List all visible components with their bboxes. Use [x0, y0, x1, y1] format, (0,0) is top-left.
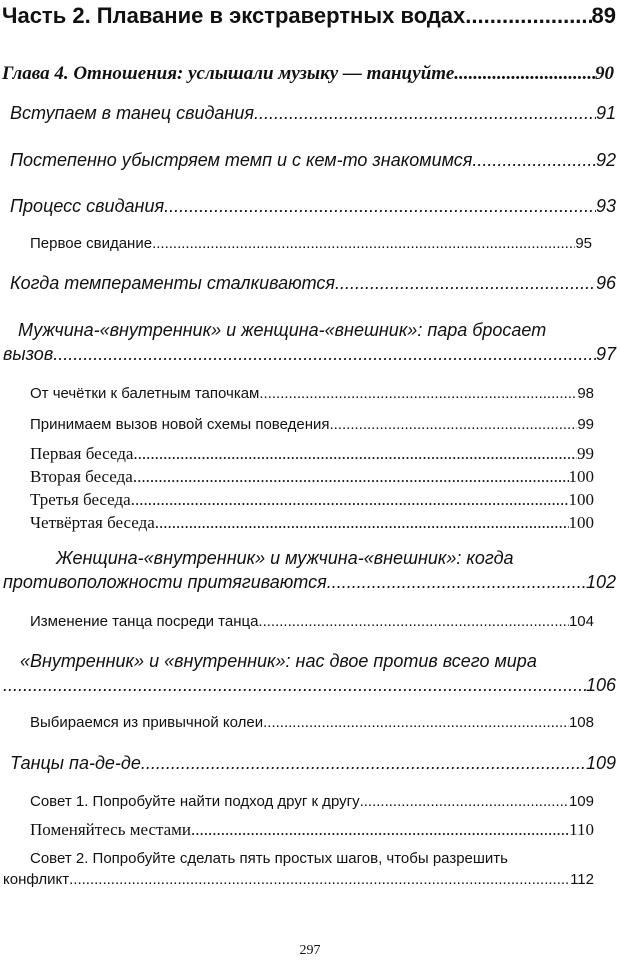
toc-subsection	[30, 613, 594, 631]
dot-leader	[191, 820, 569, 840]
toc-entry-page: 91	[595, 103, 616, 123]
dot-leader	[472, 150, 596, 172]
dot-leader	[131, 490, 569, 510]
toc-entry-page: 100	[568, 513, 594, 532]
toc-entry-title: Поменяйтесь местами	[30, 820, 192, 839]
toc-entry-page: 110	[569, 820, 594, 839]
toc-subsubsection	[30, 444, 594, 464]
dot-leader	[155, 513, 569, 533]
toc-entry-title: Принимаем вызов новой схемы поведения	[30, 416, 330, 433]
toc-section	[10, 103, 616, 125]
dot-leader	[258, 613, 569, 631]
toc-entry-title: Изменение танца посреди танца	[30, 613, 259, 630]
dot-leader	[152, 235, 575, 253]
toc-entry-page: 109	[585, 753, 616, 773]
toc-entry-page: 99	[577, 416, 594, 433]
dot-leader	[141, 753, 586, 775]
dot-leader	[53, 344, 596, 366]
dot-leader	[164, 196, 596, 218]
toc-entry-page: 100	[568, 490, 594, 509]
toc-section	[10, 753, 616, 775]
dot-leader	[465, 3, 591, 29]
toc-entry-title: Четвёртая беседа	[30, 513, 155, 532]
toc-subsection-line2	[3, 871, 594, 889]
toc-section-line1	[18, 320, 614, 342]
toc-section	[10, 150, 616, 172]
toc-entry-title: Совет 2. Попробуйте сделать пять простых шагов, чтобы разрешить	[30, 850, 508, 867]
toc-section-line2	[3, 344, 616, 366]
toc-subsubsection	[30, 490, 594, 510]
toc-subsection-line1	[30, 850, 618, 868]
toc-section-line2	[3, 572, 616, 594]
dot-leader	[335, 273, 596, 295]
toc-part-heading	[2, 3, 616, 29]
dot-leader	[360, 793, 569, 811]
toc-section-line2	[3, 675, 616, 697]
page-number: 297	[299, 943, 321, 958]
toc-entry-title: От чечётки к балетным тапочкам	[30, 385, 260, 402]
dot-leader	[3, 675, 586, 697]
toc-entry-page: 93	[595, 196, 616, 216]
dot-leader	[327, 572, 586, 594]
toc-entry-title-continued: вызов	[3, 344, 54, 364]
dot-leader	[133, 467, 569, 487]
toc-section-line1	[56, 548, 614, 570]
toc-entry-title: Женщина-«внутренник» и мужчина-«внешник»: когда	[56, 548, 514, 568]
dot-leader	[263, 714, 569, 732]
toc-subsection	[30, 793, 594, 811]
toc-entry-page: 100	[568, 467, 594, 486]
toc-section	[10, 196, 616, 218]
toc-chapter-heading	[2, 63, 614, 86]
toc-entry-title: Постепенно убыстряем темп и с кем-то знакомимся	[10, 150, 473, 170]
toc-section	[10, 273, 616, 295]
toc-entry-title: Первое свидание	[30, 235, 153, 252]
toc-entry-page: 102	[585, 572, 616, 592]
dot-leader	[454, 63, 595, 86]
toc-subsection	[30, 416, 594, 434]
toc-section-line1	[20, 651, 614, 673]
toc-subsubsection	[30, 467, 594, 487]
dot-leader	[133, 444, 577, 464]
toc-entry-title: Процесс свидания	[10, 196, 165, 216]
toc-entry-title: Танцы па-де-де	[10, 753, 141, 773]
toc-entry-title: Третья беседа	[30, 490, 131, 509]
toc-subsection	[30, 235, 592, 253]
toc-subsubsection	[30, 820, 594, 840]
toc-entry-page: 104	[568, 613, 594, 630]
dot-leader	[254, 103, 596, 125]
dot-leader	[69, 871, 570, 889]
toc-entry-title: Мужчина-«внутренник» и женщина-«внешник»: пара бросает	[18, 320, 547, 340]
toc-part-title: Часть 2. Плавание в экстравертных водах	[2, 3, 466, 28]
toc-entry-title: Выбираемся из привычной колеи	[30, 714, 264, 731]
toc-entry-page: 96	[595, 273, 616, 293]
toc-entry-page: 99	[577, 444, 594, 463]
toc-chapter-title: Глава 4. Отношения: услышали музыку — танцуйте	[2, 63, 455, 84]
toc-subsection	[30, 385, 594, 403]
toc-entry-page: 98	[577, 385, 594, 402]
toc-entry-title: Вступаем в танец свидания	[10, 103, 254, 123]
toc-entry-page: 112	[570, 871, 594, 888]
toc-entry-title: Совет 1. Попробуйте найти подход друг к другу	[30, 793, 360, 810]
toc-entry-page: 97	[595, 344, 616, 364]
toc-entry-title-continued: конфликт	[3, 871, 70, 888]
toc-subsubsection	[30, 513, 594, 533]
toc-entry-title-continued: противоположности притягиваются	[3, 572, 327, 592]
toc-part-page: 89	[591, 3, 616, 28]
toc-entry-page: 109	[568, 793, 594, 810]
toc-entry-page: 106	[585, 675, 616, 695]
toc-subsection	[30, 714, 594, 732]
toc-entry-title: Первая беседа	[30, 444, 134, 463]
toc-entry-page: 92	[595, 150, 616, 170]
toc-entry-title: Вторая беседа	[30, 467, 133, 486]
toc-chapter-page: 90	[595, 63, 614, 84]
dot-leader	[330, 416, 578, 434]
toc-entry-title: «Внутренник» и «внутренник»: нас двое против всего мира	[20, 651, 537, 671]
toc-entry-title: Когда темпераменты сталкиваются	[10, 273, 336, 293]
dot-leader	[259, 385, 577, 403]
toc-entry-page: 95	[575, 235, 592, 252]
toc-entry-page: 108	[568, 714, 594, 731]
